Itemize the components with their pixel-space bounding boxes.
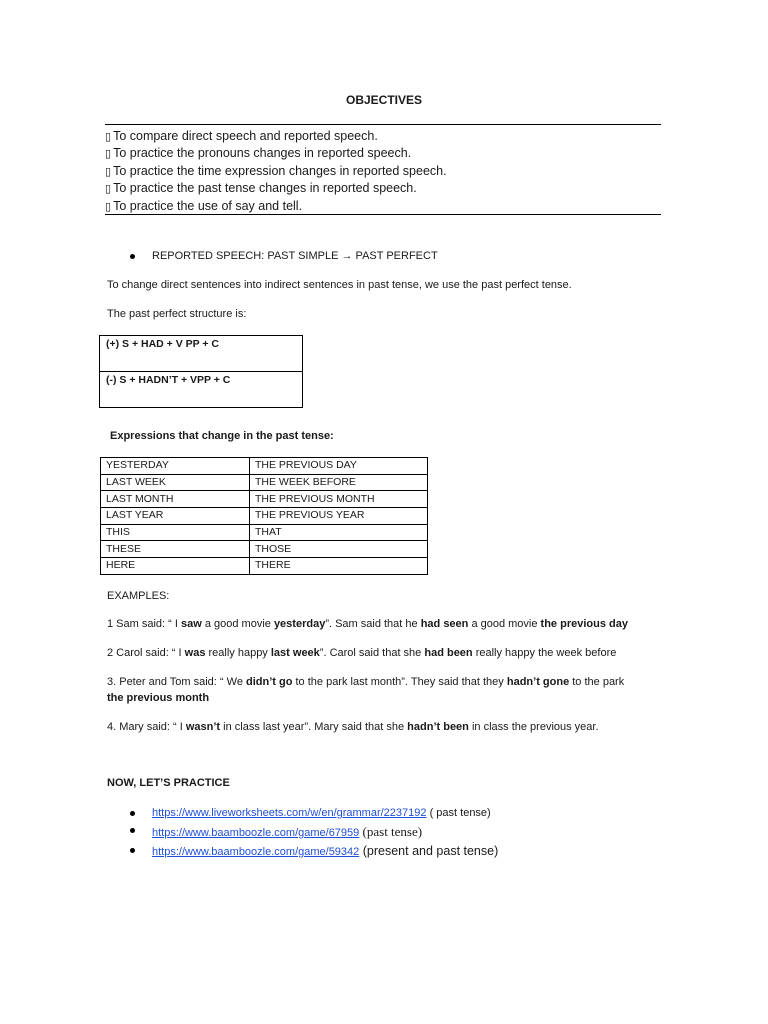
example-3: 3. Peter and Tom said: “ We didn’t go to the park last month”. They said that they hadn’t gone to the park (107, 676, 625, 688)
objective-item: ▯ To practice the past tense changes in reported speech. (105, 181, 417, 196)
table-row: LAST YEAR THE PREVIOUS YEAR (101, 508, 428, 525)
bullet-icon (130, 828, 135, 833)
page-title: OBJECTIVES (345, 93, 423, 107)
bullet-icon (130, 811, 135, 816)
practice-link-1[interactable]: https://www.liveworksheets.com/w/en/grammar/2237192 (152, 807, 427, 819)
structure-negative: (-) S + HADN’T + VPP + C (100, 372, 303, 408)
checkbox-placeholder-icon: ▯ (105, 164, 112, 178)
table-row: LAST MONTH THE PREVIOUS MONTH (101, 491, 428, 508)
example-2: 2 Carol said: “ I was really happy last week”. Carol said that she had been really happy the week before (107, 647, 617, 659)
structure-positive: (+) S + HAD + V PP + C (100, 336, 303, 372)
table-row: LAST WEEK THE WEEK BEFORE (101, 474, 428, 491)
practice-heading: NOW, LET’S PRACTICE (107, 777, 230, 789)
expressions-heading: Expressions that change in the past tense: (110, 430, 334, 442)
table-row: THESE THOSE (101, 541, 428, 558)
example-4: 4. Mary said: “ I wasn’t in class last year”. Mary said that she hadn’t been in class the previous year. (107, 721, 599, 733)
objective-item: ▯ To practice the time expression changes in reported speech. (105, 163, 447, 178)
objective-item: ▯ To practice the pronouns changes in reported speech. (105, 146, 412, 161)
bullet-icon (130, 254, 135, 259)
checkbox-placeholder-icon: ▯ (105, 182, 112, 196)
examples-label: EXAMPLES: (107, 590, 170, 602)
objective-item: ▯ To compare direct speech and reported speech. (105, 129, 378, 143)
expressions-table (100, 457, 428, 575)
structure-table (99, 335, 303, 408)
practice-link-3[interactable]: https://www.baamboozle.com/game/59342 (152, 846, 360, 858)
practice-link-item: https://www.baamboozle.com/game/67959 (past tense) (152, 824, 423, 839)
bullet-icon (130, 848, 135, 853)
objectives-box (105, 124, 661, 215)
practice-link-2[interactable]: https://www.baamboozle.com/game/67959 (152, 827, 360, 839)
example-1: 1 Sam said: “ I saw a good movie yesterday”. Sam said that he had seen a good movie the previous day (107, 618, 628, 630)
practice-link-item: https://www.baamboozle.com/game/59342 (present and past tense) (152, 844, 499, 858)
example-3-continued: the previous month (107, 692, 210, 704)
practice-link-item: https://www.liveworksheets.com/w/en/grammar/2237192 ( past tense) (152, 807, 491, 819)
structure-intro: The past perfect structure is: (107, 308, 247, 320)
table-row: HERE THERE (101, 558, 428, 575)
intro-text: To change direct sentences into indirect sentences in past tense, we use the past perfect tense. (107, 279, 572, 291)
objective-item: ▯ To practice the use of say and tell. (105, 198, 303, 213)
checkbox-placeholder-icon: ▯ (105, 199, 112, 213)
checkbox-placeholder-icon: ▯ (105, 147, 112, 161)
table-row: YESTERDAY THE PREVIOUS DAY (101, 458, 428, 475)
checkbox-placeholder-icon: ▯ (105, 130, 112, 143)
table-row (100, 372, 303, 408)
section-heading: REPORTED SPEECH: PAST SIMPLE → PAST PERFECT (152, 250, 438, 262)
table-row: THIS THAT (101, 524, 428, 541)
table-row (100, 336, 303, 372)
